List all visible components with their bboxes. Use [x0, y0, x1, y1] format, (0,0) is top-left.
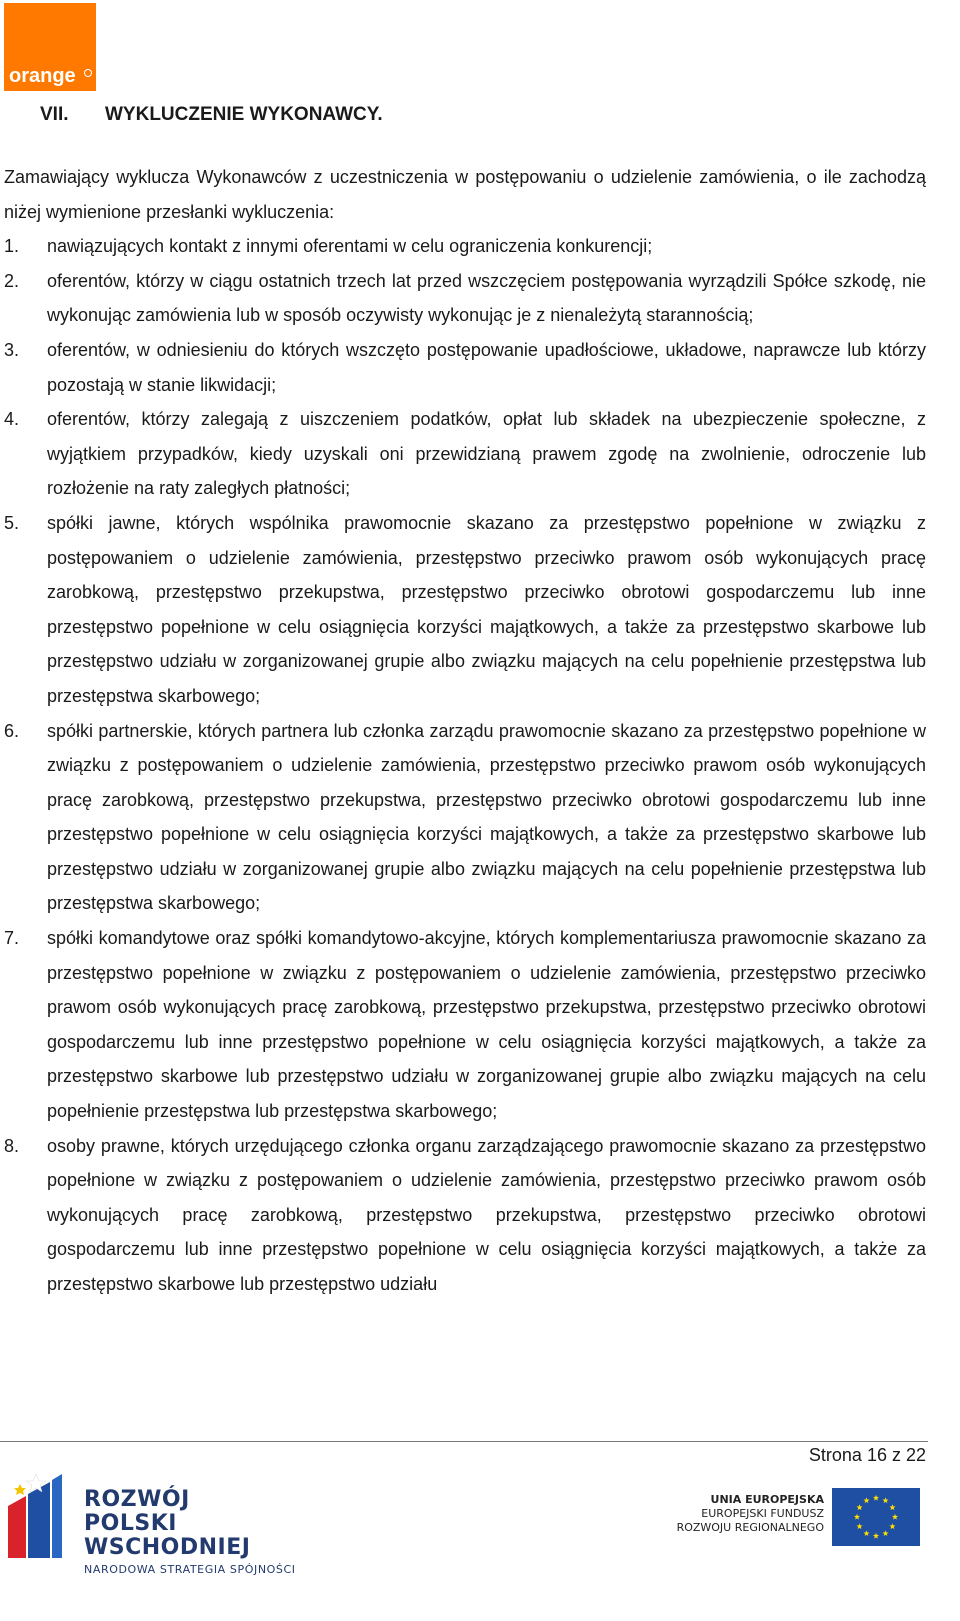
rpw-line1: ROZWÓJ — [84, 1487, 190, 1512]
list-item — [4, 229, 926, 264]
footer-divider — [0, 1441, 928, 1442]
list-item-number: 3. — [4, 339, 20, 360]
list-item-number: 6. — [4, 720, 20, 741]
rpw-emblem-icon — [6, 1466, 76, 1562]
list-item-text: nawiązujących kontakt z innymi oferentami w celu ograniczenia konkurencji; — [47, 236, 653, 257]
section-title: WYKLUCZENIE WYKONAWCY. — [105, 104, 383, 125]
list-item-text: spółki jawne, których wspólnika prawomocnie skazano za przestępstwo popełnione w związku z postępowaniem o udzielenie zamówienia, przestępstwo przeciwko prawom osób wykonujących pracę zarobkową, przestępstwo przekupstwa, przestępstwo przeciwko obrotowi gospodarczemu lub inne przestępstwo popełnione w celu osiągnięcia korzyści majątkowych, a także za przestępstwo skarbowe lub przestępstwo udziału w zorganizowanej grupie albo związku mających na celu popełnienie przestępstwa lub przestępstwa skarbowego; — [47, 512, 926, 706]
exclusion-list — [4, 229, 926, 1301]
rpw-line3: NARODOWA STRATEGIA SPÓJNOŚCI — [84, 1563, 296, 1576]
list-item — [4, 333, 926, 402]
eu-line2: EUROPEJSKI FUNDUSZ — [701, 1507, 824, 1520]
list-item-text: oferentów, którzy w ciągu ostatnich trzech lat przed wszczęciem postępowania wyrządzili Spółce szkodę, nie wykonując zamówienia lub w sposób oczywisty wykonując je z nienależytą starannością; — [47, 270, 926, 326]
list-item-text: oferentów, którzy zalegają z uiszczeniem podatków, opłat lub składek na ubezpieczenie społeczne, z wyjątkiem przypadków, kiedy uzyskali oni przewidzianą prawem zgodę na zwolnienie, odroczenie lub rozłożenie na raty zaległych płatności; — [47, 409, 926, 499]
trademark-icon — [84, 69, 92, 77]
eu-line1: UNIA EUROPEJSKA — [710, 1493, 824, 1506]
list-item — [4, 402, 926, 506]
list-item-number: 2. — [4, 270, 20, 291]
list-item-number: 1. — [4, 236, 20, 257]
list-item — [4, 264, 926, 333]
list-item — [4, 1129, 926, 1302]
list-item — [4, 506, 926, 714]
rpw-text — [84, 1488, 326, 1578]
eu-flag-icon — [832, 1488, 920, 1546]
list-item — [4, 714, 926, 922]
list-item-text: osoby prawne, których urzędującego członka organu zarządzającego prawomocnie skazano za przestępstwo popełnione w związku z postępowaniem o udzielenie zamówienia, przestępstwo przeciwko prawom osób wykonujących pracę zarobkową, przestępstwo przekupstwa, przestępstwo przeciwko obrotowi gospodarczemu lub inne przestępstwo popełnione w celu osiągnięcia korzyści majątkowych, a także za przestępstwo skarbowe lub przestępstwo udziału — [47, 1135, 926, 1294]
list-item — [4, 921, 926, 1129]
list-item-text: spółki partnerskie, których partnera lub członka zarządu prawomocnie skazano za przestępstwo popełnione w związku z postępowaniem o udzielenie zamówienia, przestępstwo przeciwko prawom osób wykonujących pracę zarobkową, przestępstwo przekupstwa, przestępstwo przeciwko obrotowi gospodarczemu lub inne przestępstwo popełnione w celu osiągnięcia korzyści majątkowych, a także za przestępstwo skarbowe lub przestępstwo udziału w zorganizowanej grupie albo związku mających na celu popełnienie przestępstwa lub przestępstwa skarbowego; — [47, 720, 926, 914]
eu-logo — [676, 1488, 926, 1548]
rpw-line2: POLSKI WSCHODNIEJ — [84, 1511, 251, 1560]
list-item-text: spółki komandytowe oraz spółki komandytowo-akcyjne, których komplementariusza prawomocnie skazano za przestępstwo popełnione w związku z postępowaniem o udzielenie zamówienia, przestępstwo przeciwko prawom osób wykonujących pracę zarobkową, przestępstwo przekupstwa, przestępstwo przeciwko obrotowi gospodarczemu lub inne przestępstwo popełnione w celu osiągnięcia korzyści majątkowych, a także za przestępstwo skarbowe lub przestępstwo udziału w zorganizowanej grupie albo związku mających na celu popełnienie przestępstwa lub przestępstwa skarbowego; — [47, 928, 926, 1122]
section-number: VII. — [40, 104, 69, 125]
rozwoj-polski-wschodniej-logo — [6, 1466, 326, 1576]
list-item-number: 4. — [4, 409, 20, 430]
section-heading — [40, 104, 383, 126]
orange-logo-text: orange — [9, 65, 76, 87]
intro-paragraph: Zamawiający wyklucza Wykonawców z uczestniczenia w postępowaniu o udzielenie zamówienia, o ile zachodzą niżej wymienione przesłanki wykluczenia: — [4, 167, 926, 222]
list-item-number: 7. — [4, 928, 20, 949]
eu-text — [676, 1492, 824, 1535]
document-body — [4, 160, 926, 1302]
list-item-text: oferentów, w odniesieniu do których wszczęto postępowanie upadłościowe, układowe, naprawcze lub którzy pozostają w stanie likwidacji; — [47, 339, 926, 395]
eu-line3: ROZWOJU REGIONALNEGO — [676, 1521, 824, 1534]
page-number: Strona 16 z 22 — [808, 1445, 926, 1465]
list-item-number: 8. — [4, 1135, 20, 1156]
orange-logo — [4, 3, 96, 91]
list-item-number: 5. — [4, 512, 20, 533]
